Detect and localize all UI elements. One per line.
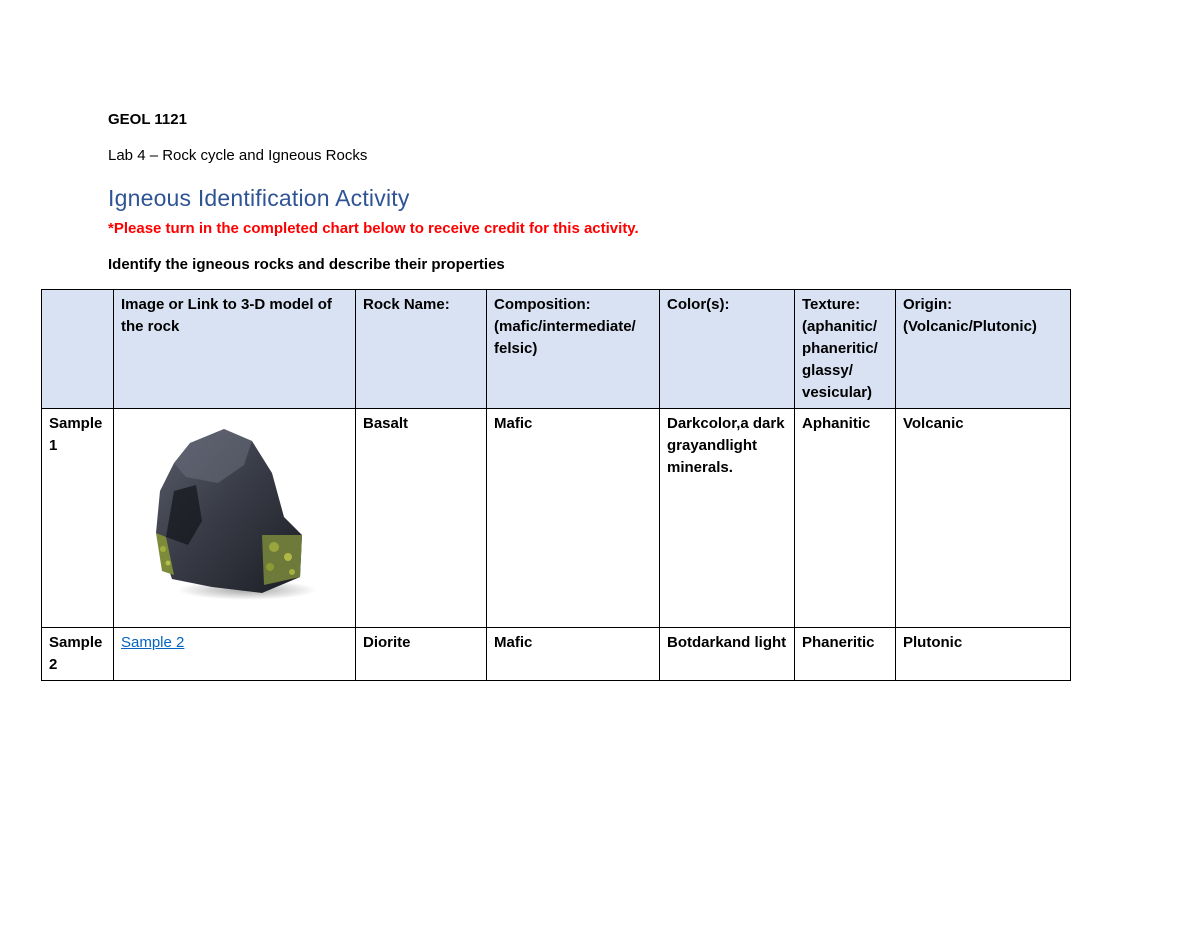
colors: Botdarkand light (660, 628, 795, 681)
header-colors: Color(s): (660, 290, 795, 409)
basalt-rock-image (152, 425, 322, 605)
rock-icon (152, 425, 322, 605)
composition: Mafic (487, 409, 660, 628)
composition: Mafic (487, 628, 660, 681)
sample-label: Sample 2 (42, 628, 114, 681)
sample-label: Sample 1 (42, 409, 114, 628)
header-cell-blank (42, 290, 114, 409)
lab-title: Lab 4 – Rock cycle and Igneous Rocks (108, 147, 368, 164)
table-header-row (42, 290, 1071, 409)
rock-name: Diorite (356, 628, 487, 681)
table-row (42, 628, 1071, 681)
header-composition: Composition: (mafic/intermediate/ felsic) (487, 290, 660, 409)
model-link-cell (114, 628, 356, 681)
header-texture: Texture: (aphanitic/ phaneritic/ glassy/ vesicular) (795, 290, 896, 409)
sample-2-link[interactable]: Sample 2 (121, 634, 185, 651)
origin: Plutonic (896, 628, 1071, 681)
header-image: Image or Link to 3-D model of the rock (114, 290, 356, 409)
course-code: GEOL 1121 (108, 111, 187, 128)
header-rock-name: Rock Name: (356, 290, 487, 409)
table-row (42, 409, 1071, 628)
colors: Darkcolor,a dark grayandlight minerals. (660, 409, 795, 628)
texture: Aphanitic (795, 409, 896, 628)
rock-name: Basalt (356, 409, 487, 628)
instruction-text: Identify the igneous rocks and describe their properties (108, 256, 505, 273)
texture: Phaneritic (795, 628, 896, 681)
origin: Volcanic (896, 409, 1071, 628)
submission-notice: *Please turn in the completed chart below to receive credit for this activity. (108, 220, 639, 237)
rock-image-cell (114, 409, 356, 628)
igneous-identification-table (41, 289, 1071, 681)
activity-heading: Igneous Identification Activity (108, 185, 410, 211)
header-origin: Origin: (Volcanic/Plutonic) (896, 290, 1071, 409)
